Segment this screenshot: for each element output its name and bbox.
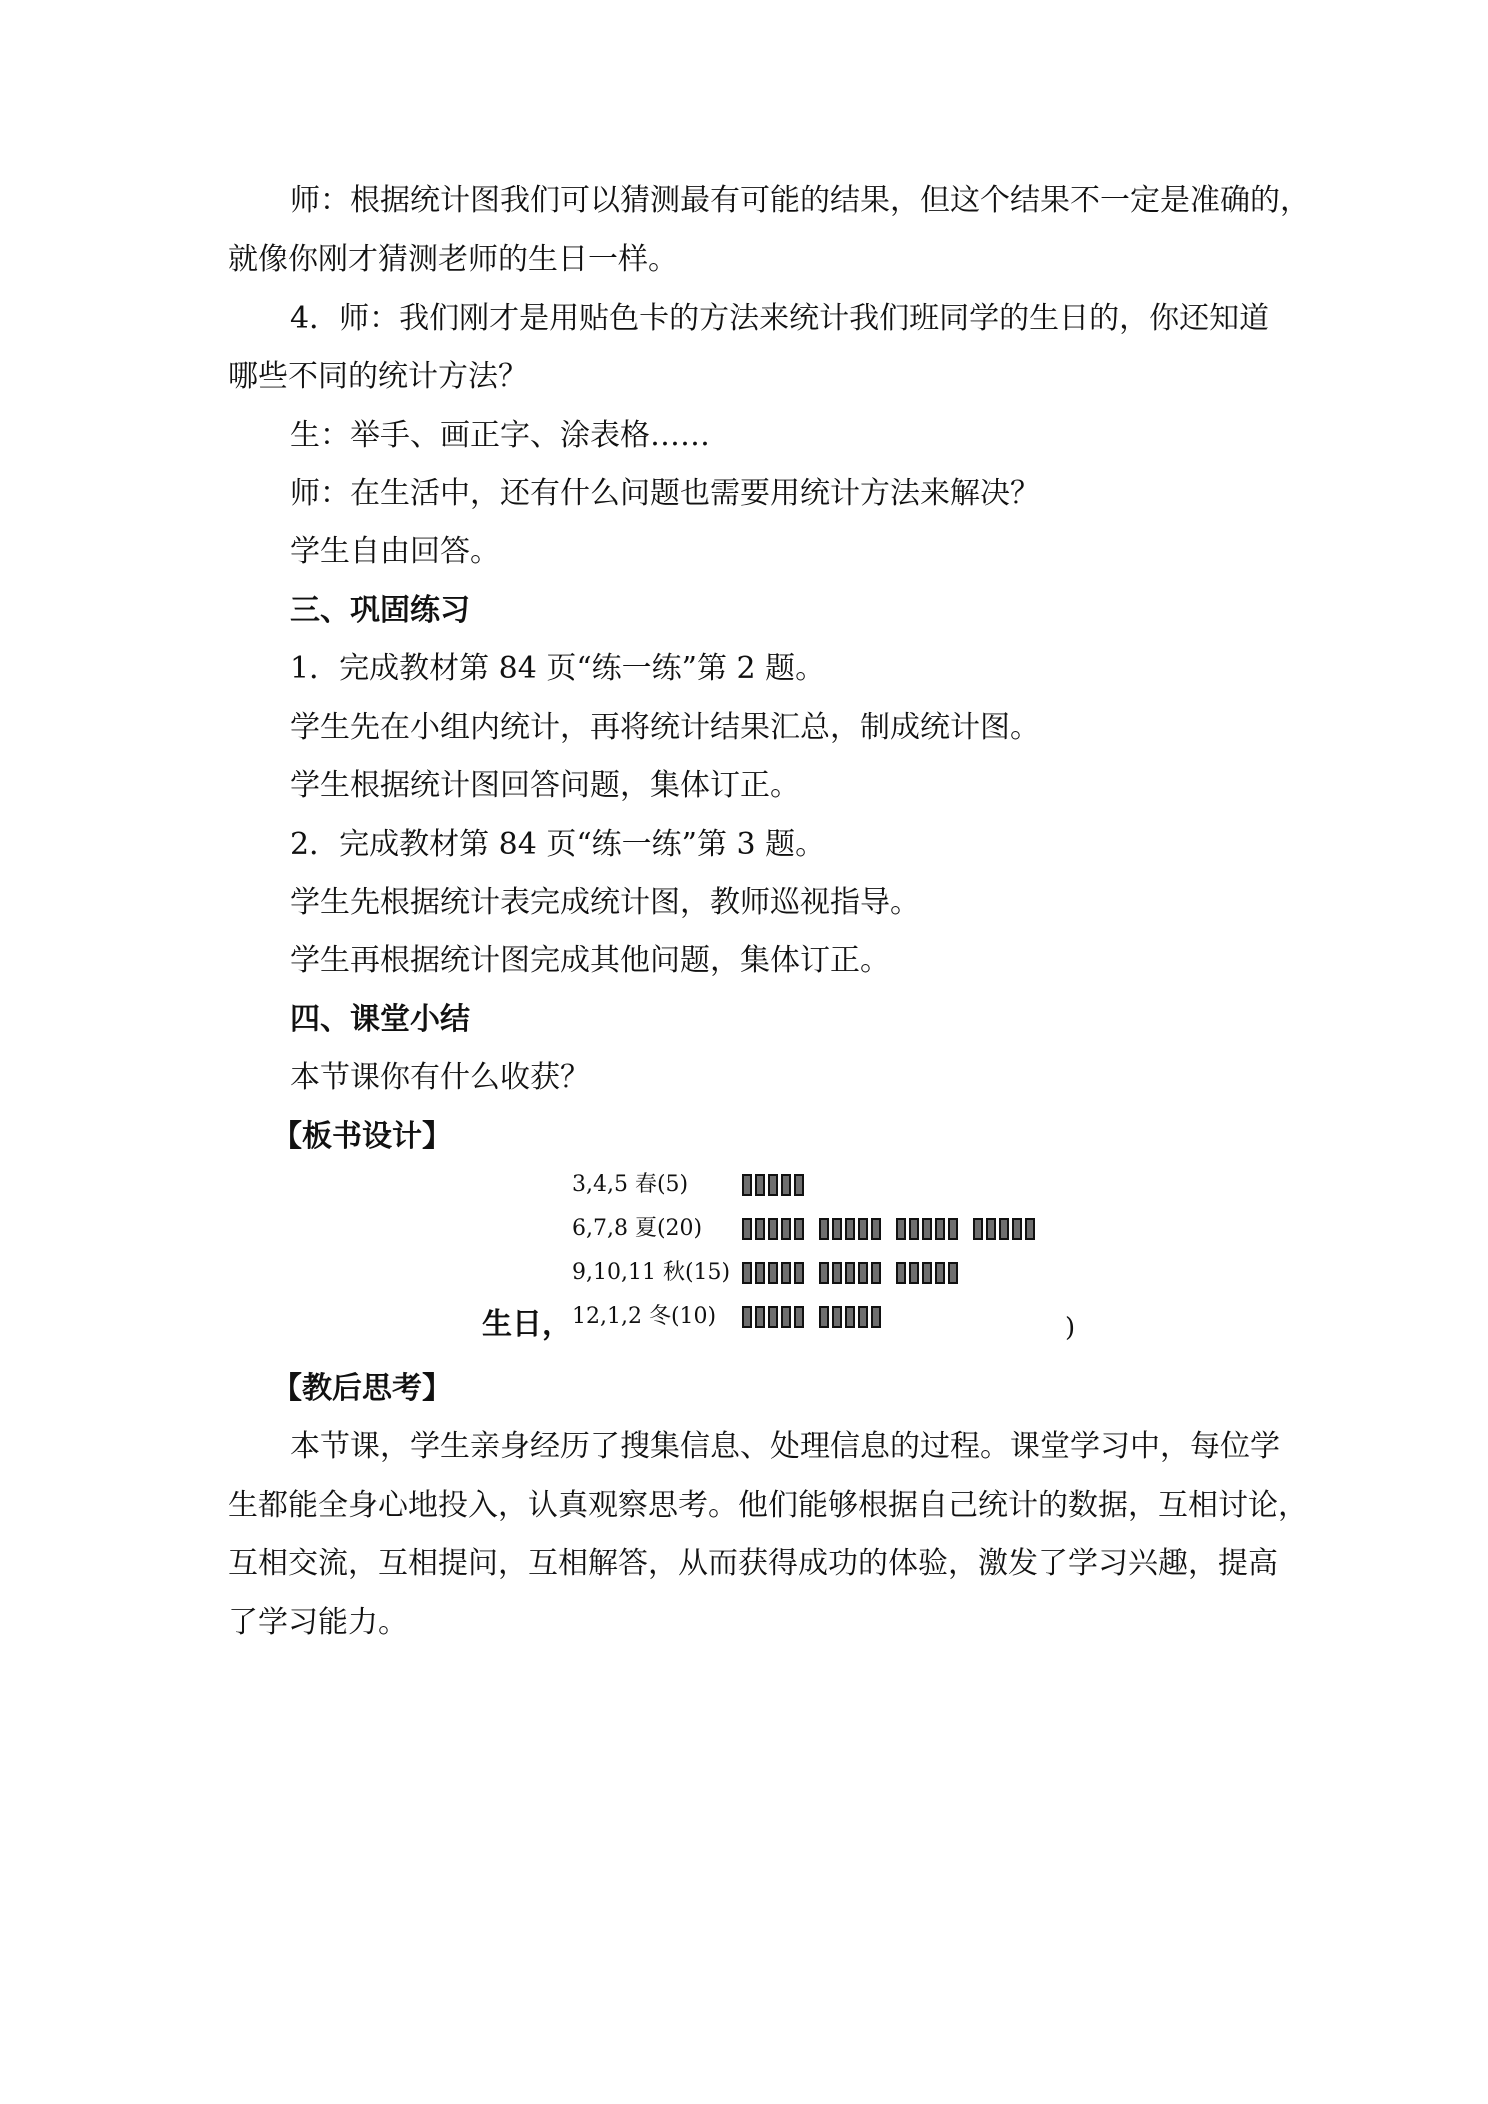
- marker-group: [742, 1218, 807, 1240]
- marker-square: [999, 1218, 1009, 1240]
- paragraph: 师：在生活中，还有什么问题也需要用统计方法来解决？: [290, 476, 1040, 511]
- marker-square: [742, 1306, 752, 1328]
- paragraph: 学生自由回答。: [290, 534, 500, 569]
- reflection-line: 互相交流，互相提问，互相解答，从而获得成功的体验，激发了学习兴趣，提高: [228, 1546, 1278, 1581]
- section-heading: 三、巩固练习: [290, 593, 470, 628]
- marker-group: [896, 1262, 961, 1284]
- marker-square: [973, 1218, 983, 1240]
- board-row-label: 6,7,8 夏(20): [572, 1216, 703, 1241]
- reflection-heading: 【教后思考】: [272, 1371, 452, 1406]
- section-heading: 四、课堂小结: [290, 1002, 470, 1037]
- marker-square: [768, 1306, 778, 1328]
- marker-square: [909, 1218, 919, 1240]
- board-row: [0, 1258, 1488, 1288]
- marker-square: [935, 1218, 945, 1240]
- marker-square: [742, 1262, 752, 1284]
- marker-square: [794, 1306, 804, 1328]
- paragraph: 学生先在小组内统计，再将统计结果汇总，制成统计图。: [290, 710, 1040, 745]
- marker-square: [755, 1174, 765, 1196]
- marker-square: [794, 1218, 804, 1240]
- marker-square: [845, 1218, 855, 1240]
- paragraph: 生：举手、画正字、涂表格……: [290, 418, 710, 453]
- reflection-line: 本节课，学生亲身经历了搜集信息、处理信息的过程。课堂学习中，每位学: [290, 1429, 1280, 1464]
- paragraph: 学生再根据统计图完成其他问题，集体订正。: [290, 943, 890, 978]
- marker-square: [871, 1262, 881, 1284]
- board-row-label: 9,10,11 秋(15): [572, 1260, 731, 1285]
- marker-square: [948, 1218, 958, 1240]
- marker-square: [858, 1262, 868, 1284]
- marker-square: [781, 1174, 791, 1196]
- marker-square: [768, 1218, 778, 1240]
- board-row-bars: [742, 1170, 819, 1200]
- marker-square: [742, 1218, 752, 1240]
- marker-group: [742, 1306, 807, 1328]
- board-row-bars: [742, 1302, 896, 1332]
- marker-square: [819, 1306, 829, 1328]
- paragraph: 4．师：我们刚才是用贴色卡的方法来统计我们班同学的生日的，你还知道: [290, 301, 1270, 336]
- board-row-label: 3,4,5 春(5): [572, 1172, 689, 1197]
- paragraph: 2．完成教材第 84 页“练一练”第 3 题。: [290, 827, 826, 862]
- board-closing-paren: ): [1065, 1313, 1076, 1343]
- marker-square: [768, 1262, 778, 1284]
- marker-square: [781, 1306, 791, 1328]
- board-row-bars: [742, 1258, 973, 1288]
- board-row: [0, 1214, 1488, 1244]
- reflection-line: 了学习能力。: [228, 1605, 408, 1640]
- marker-square: [935, 1262, 945, 1284]
- board-row-bars: [742, 1214, 1050, 1244]
- marker-group: [973, 1218, 1038, 1240]
- marker-square: [1025, 1218, 1035, 1240]
- marker-square: [781, 1262, 791, 1284]
- marker-square: [922, 1218, 932, 1240]
- marker-group: [819, 1306, 884, 1328]
- paragraph: 哪些不同的统计方法？: [228, 359, 528, 394]
- marker-square: [871, 1218, 881, 1240]
- marker-square: [819, 1262, 829, 1284]
- board-row: [0, 1302, 1488, 1332]
- marker-square: [794, 1174, 804, 1196]
- board-prefix: 生日，: [482, 1307, 572, 1342]
- marker-square: [755, 1262, 765, 1284]
- marker-square: [742, 1174, 752, 1196]
- marker-group: [896, 1218, 961, 1240]
- marker-group: [819, 1218, 884, 1240]
- board-row: [0, 1170, 1488, 1200]
- marker-square: [755, 1306, 765, 1328]
- marker-square: [909, 1262, 919, 1284]
- marker-square: [922, 1262, 932, 1284]
- marker-square: [858, 1218, 868, 1240]
- paragraph: 学生根据统计图回答问题，集体订正。: [290, 768, 800, 803]
- marker-group: [819, 1262, 884, 1284]
- marker-square: [781, 1218, 791, 1240]
- marker-square: [794, 1262, 804, 1284]
- marker-square: [858, 1306, 868, 1328]
- paragraph: 学生先根据统计表完成统计图，教师巡视指导。: [290, 885, 920, 920]
- paragraph: 本节课你有什么收获？: [290, 1060, 590, 1095]
- board-row-label: 12,1,2 冬(10): [572, 1304, 717, 1329]
- marker-square: [896, 1262, 906, 1284]
- marker-group: [742, 1174, 807, 1196]
- marker-square: [845, 1306, 855, 1328]
- marker-square: [845, 1262, 855, 1284]
- marker-square: [832, 1306, 842, 1328]
- reflection-line: 生都能全身心地投入，认真观察思考。他们能够根据自己统计的数据，互相讨论，: [228, 1488, 1308, 1523]
- marker-square: [819, 1218, 829, 1240]
- marker-square: [986, 1218, 996, 1240]
- marker-square: [832, 1218, 842, 1240]
- marker-square: [896, 1218, 906, 1240]
- marker-square: [948, 1262, 958, 1284]
- board-design-heading: 【板书设计】: [272, 1119, 452, 1154]
- marker-square: [768, 1174, 778, 1196]
- marker-group: [742, 1262, 807, 1284]
- paragraph: 师：根据统计图我们可以猜测最有可能的结果，但这个结果不一定是准确的，: [290, 183, 1310, 218]
- marker-square: [1012, 1218, 1022, 1240]
- marker-square: [832, 1262, 842, 1284]
- paragraph: 就像你刚才猜测老师的生日一样。: [228, 242, 678, 277]
- marker-square: [871, 1306, 881, 1328]
- marker-square: [755, 1218, 765, 1240]
- paragraph: 1．完成教材第 84 页“练一练”第 2 题。: [290, 651, 826, 686]
